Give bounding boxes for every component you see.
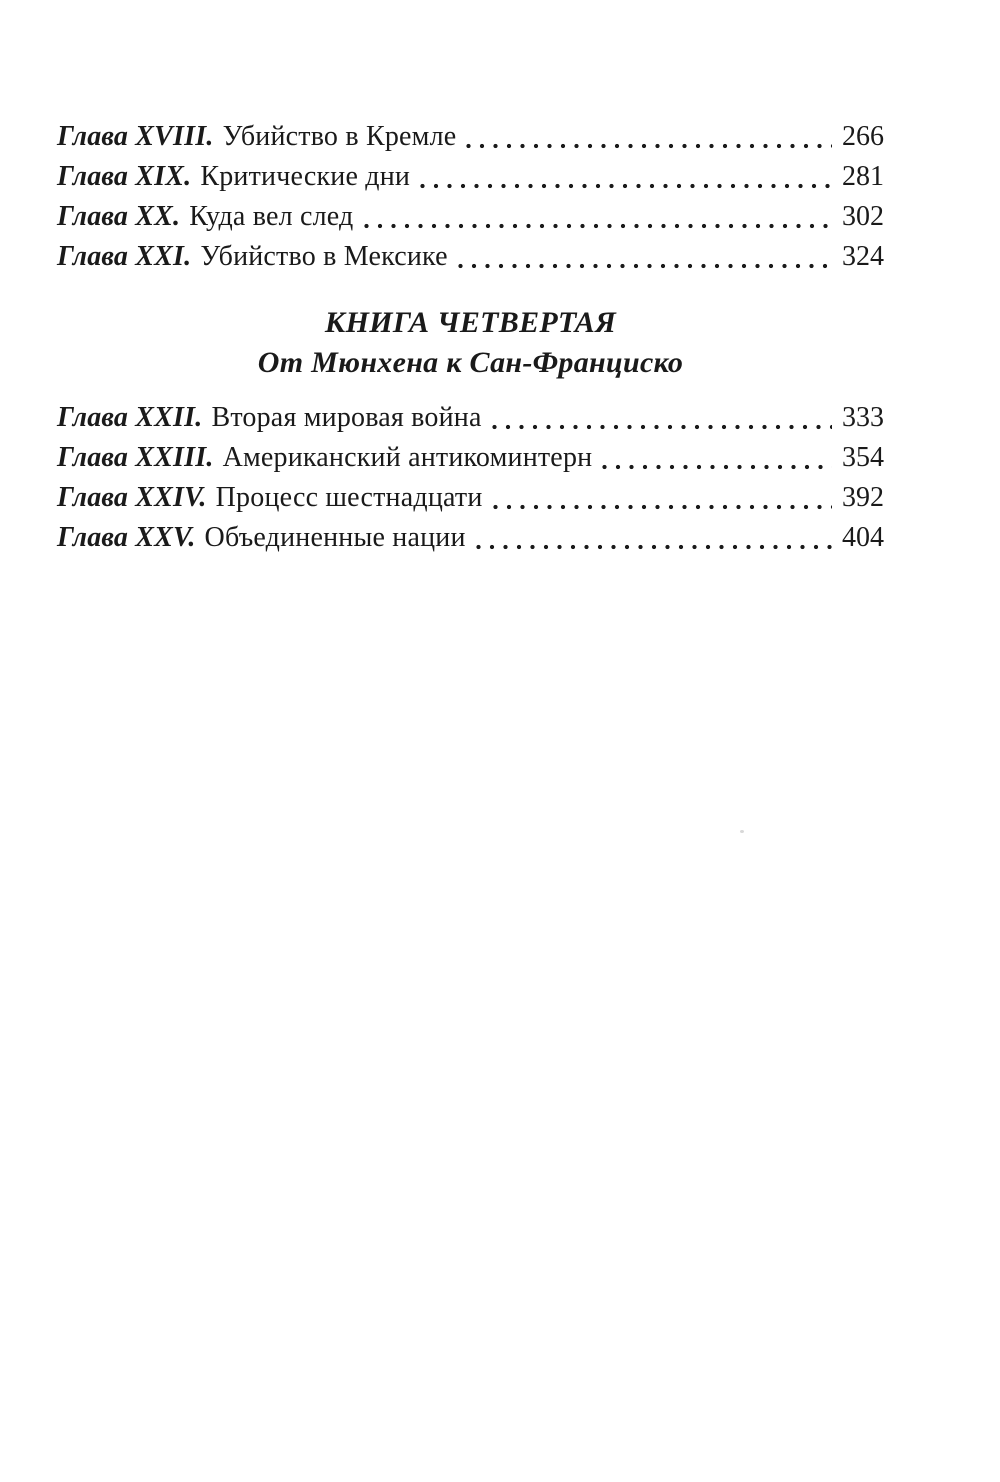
chapter-title: Убийство в Кремле (222, 121, 457, 152)
dot-leader (416, 157, 832, 197)
toc-entry (57, 197, 884, 237)
dot-leader (472, 518, 832, 558)
chapter-title: Убийство в Мексике (200, 241, 448, 272)
toc-entry (57, 398, 884, 438)
table-of-contents (57, 117, 884, 558)
chapter-label: Глава XXV. (57, 522, 196, 553)
page-number: 354 (842, 442, 884, 473)
chapter-title: Американский антикоминтерн (222, 442, 593, 473)
page-number: 324 (842, 241, 884, 272)
chapter-title: Объединенные нации (204, 522, 466, 553)
chapter-label: Глава XX. (57, 201, 181, 232)
section-title: КНИГА ЧЕТВЕРТАЯ (324, 306, 617, 339)
section-subtitle: От Мюнхена к Сан-Франциско (257, 346, 684, 379)
book-section-heading (57, 303, 884, 383)
page-number: 333 (842, 402, 884, 433)
page-number: 281 (842, 161, 884, 192)
page-number: 302 (842, 201, 884, 232)
toc-entry (57, 157, 884, 197)
dot-leader (488, 398, 832, 438)
chapter-title: Критические дни (200, 161, 411, 192)
toc-entry (57, 518, 884, 558)
dot-leader (489, 478, 832, 518)
chapter-label: Глава XXII. (57, 402, 203, 433)
chapter-label: Глава XXIV. (57, 482, 207, 513)
toc-entry (57, 237, 884, 277)
chapter-label: Глава XXIII. (57, 442, 214, 473)
dot-leader (462, 117, 832, 157)
toc-entry (57, 438, 884, 478)
page-number: 404 (842, 522, 884, 553)
chapter-label: Глава XVIII. (57, 121, 214, 152)
toc-entry (57, 117, 884, 157)
dot-leader (454, 237, 832, 277)
chapter-title: Вторая мировая война (211, 402, 482, 433)
chapter-label: Глава XIX. (57, 161, 192, 192)
chapter-title: Куда вел след (189, 201, 354, 232)
chapter-title: Процесс шестнадцати (215, 482, 483, 513)
scan-artifact-speck (740, 830, 744, 833)
page-number: 392 (842, 482, 884, 513)
page-number: 266 (842, 121, 884, 152)
dot-leader (598, 438, 832, 478)
dot-leader (360, 197, 832, 237)
chapter-label: Глава XXI. (57, 241, 192, 272)
toc-entry (57, 478, 884, 518)
